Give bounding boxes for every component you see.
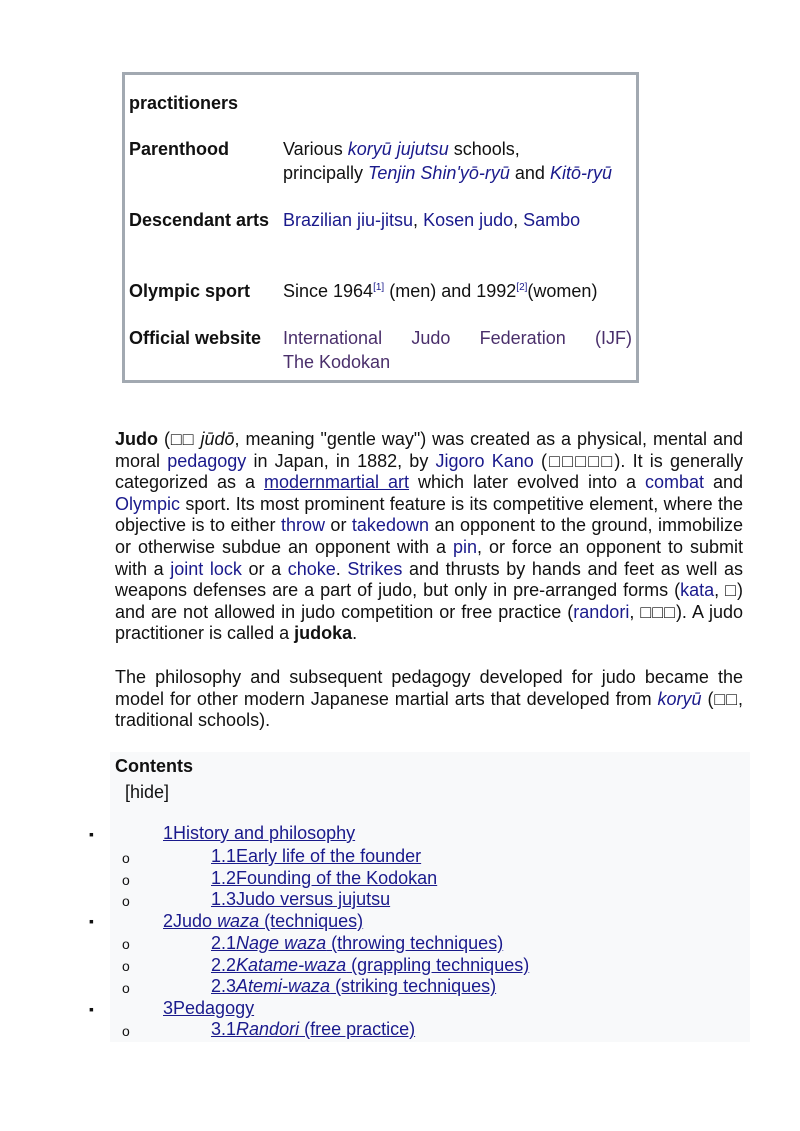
link-randori[interactable]: randori	[573, 601, 630, 622]
text: (women)	[527, 281, 598, 301]
link-joint-lock[interactable]: joint lock	[170, 558, 242, 579]
text: (men) and 1992	[384, 281, 517, 301]
text: (□□□□□). It is generally categorized as a	[115, 450, 743, 493]
bullet-icon: o	[122, 1023, 130, 1039]
link-strikes[interactable]: Strikes	[347, 558, 403, 579]
toc-item-pedagogy[interactable]	[163, 998, 254, 1019]
toc-text: (techniques)	[259, 911, 364, 931]
text: (□□, traditional schools).	[115, 688, 743, 731]
link-kito-ryu[interactable]: Kitō-ryū	[549, 163, 612, 183]
link-pin[interactable]: pin	[453, 536, 478, 557]
text: and thrusts by hands and feet as well as weapons defenses are a part of judo, but only in pre-arranged forms (	[115, 558, 743, 601]
text: Judo	[411, 328, 451, 348]
text: .	[335, 558, 348, 579]
toc-title: Contents	[115, 756, 193, 776]
toc-item-judo-vs-jujutsu[interactable]	[211, 889, 390, 910]
infobox	[122, 72, 639, 383]
toc-number: 2	[163, 911, 174, 931]
infobox-value	[283, 326, 632, 374]
bullet-icon: o	[122, 872, 130, 888]
toc-text: Early life of the founder	[236, 846, 422, 866]
text: which later evolved into a	[409, 472, 645, 493]
link-jigoro-kano[interactable]: Jigoro Kano	[435, 450, 534, 471]
infobox-value	[283, 279, 632, 303]
infobox-header: practitioners	[129, 93, 239, 113]
text: ,	[413, 210, 424, 230]
toc-item-early-life[interactable]	[211, 846, 421, 867]
toc-text: Nage waza	[236, 933, 327, 953]
infobox-header: Olympic sport	[129, 281, 251, 301]
text: Federation	[479, 328, 566, 348]
toc-number: 1.2	[211, 868, 237, 888]
text: , meaning "gentle way") was created as a physical, mental and moral	[115, 429, 743, 471]
bullet-icon: ▪	[89, 826, 94, 842]
link-tenjin-shinyo-ryu[interactable]: Tenjin Shin'yō-ryū	[368, 163, 510, 183]
text: , or force an opponent to submit with a	[115, 536, 743, 579]
toc-item-atemi-waza[interactable]	[211, 976, 496, 997]
text: , □□□). A judo practitioner is called a	[115, 601, 743, 644]
toc-number: 3.1	[211, 1019, 237, 1039]
bullet-icon: o	[122, 893, 130, 909]
text: koryū	[657, 688, 702, 709]
toc-text: (throwing techniques)	[326, 933, 504, 953]
toc-item-randori[interactable]	[211, 1019, 415, 1040]
toc-item-nage-waza[interactable]	[211, 933, 503, 954]
toc-number: 1.3	[211, 889, 237, 909]
text: or	[324, 515, 352, 536]
link-koryu[interactable]	[658, 689, 702, 709]
toc-text: (striking techniques)	[330, 976, 497, 996]
toc-text: (grappling techniques)	[346, 955, 530, 975]
link-pedagogy[interactable]: pedagogy	[167, 450, 247, 471]
bullet-icon: o	[122, 850, 130, 866]
infobox-value	[283, 137, 632, 185]
text: Since 1964	[283, 281, 374, 301]
text: (	[158, 429, 170, 449]
text: Various	[283, 139, 348, 159]
text: .	[352, 623, 358, 644]
article-paragraph-2	[115, 667, 743, 732]
text: ,	[513, 210, 524, 230]
citation-2[interactable]: [2]	[516, 282, 528, 293]
toc-item-katame-waza[interactable]	[211, 955, 529, 976]
toc-hide-toggle[interactable]: [hide]	[125, 782, 170, 802]
infobox-header: Parenthood	[129, 139, 230, 159]
toc-text: Katame-waza	[236, 955, 347, 975]
toc-text: Randori	[236, 1019, 300, 1039]
text: in Japan, in 1882, by	[246, 450, 436, 471]
toc-number: 1	[163, 823, 174, 843]
toc-text: Atemi-waza	[236, 976, 331, 996]
toc-number: 3	[163, 998, 174, 1018]
toc-text: Pedagogy	[173, 998, 255, 1018]
toc-text: History and philosophy	[173, 823, 356, 843]
bullet-icon: o	[122, 936, 130, 952]
link-olympic[interactable]: Olympic	[115, 493, 181, 514]
link-choke[interactable]: choke	[287, 558, 336, 579]
text: or a	[241, 558, 288, 579]
text: The philosophy and subsequent pedagogy developed for judo became the model for other modern Japanese martial arts that developed from	[115, 667, 743, 709]
toc-text: (free practice)	[299, 1019, 416, 1039]
toc-number: 2.2	[211, 955, 237, 975]
bullet-icon: ▪	[89, 913, 94, 929]
toc-number: 2.1	[211, 933, 237, 953]
text: □□	[169, 429, 195, 449]
text: (IJF)	[594, 328, 632, 348]
link-koryu-jujutsu[interactable]: koryū jujutsu	[347, 139, 449, 159]
article-paragraph-1	[115, 429, 743, 645]
toc-item-history[interactable]	[163, 823, 355, 844]
text: jūdō	[200, 429, 235, 449]
bullet-icon: o	[122, 958, 130, 974]
infobox-header: Official website	[129, 328, 262, 348]
term-judo: Judo	[115, 429, 158, 449]
infobox-value	[283, 208, 632, 232]
text: schools,	[448, 139, 520, 159]
link-ijf[interactable]	[283, 326, 632, 350]
bullet-icon: ▪	[89, 1001, 94, 1017]
infobox-header: Descendant arts	[129, 210, 270, 230]
toc-text: Founding of the Kodokan	[236, 868, 438, 888]
link-kodokan[interactable]: The Kodokan	[283, 352, 391, 372]
citation-1[interactable]: [1]	[373, 282, 385, 293]
link-kata[interactable]: kata	[680, 580, 715, 601]
toc-item-judo-waza[interactable]	[163, 911, 363, 932]
text: and	[509, 163, 550, 183]
text: principally	[283, 163, 369, 183]
text: an opponent to the ground, immobilize or otherwise subdue an opponent with a	[115, 515, 743, 557]
link-combat[interactable]: combat	[644, 472, 704, 493]
toc-text: waza	[217, 911, 260, 931]
toc-text: Judo versus jujutsu	[236, 889, 391, 909]
toc-number: 1.1	[211, 846, 237, 866]
text: International	[283, 328, 383, 348]
text: sport. Its most prominent feature is its competitive element, where the objective is to either	[115, 493, 743, 536]
term-judoka: judoka	[294, 623, 353, 644]
text: and	[703, 472, 743, 493]
text: , □) and are not allowed in judo competition or free practice (	[115, 580, 743, 622]
bullet-icon: o	[122, 980, 130, 996]
link-takedown[interactable]: takedown	[351, 515, 429, 536]
link-bjj[interactable]: Brazilian jiu-jitsu	[283, 210, 414, 230]
toc-number: 2.3	[211, 976, 237, 996]
link-kosen-judo[interactable]: Kosen judo	[423, 210, 514, 230]
link-throw[interactable]: throw	[280, 515, 325, 536]
toc-text: Judo	[173, 911, 218, 931]
link-modern-martial-art[interactable]: modernmartial art	[264, 472, 410, 493]
toc-item-founding[interactable]	[211, 868, 437, 889]
link-sambo[interactable]: Sambo	[523, 210, 581, 230]
